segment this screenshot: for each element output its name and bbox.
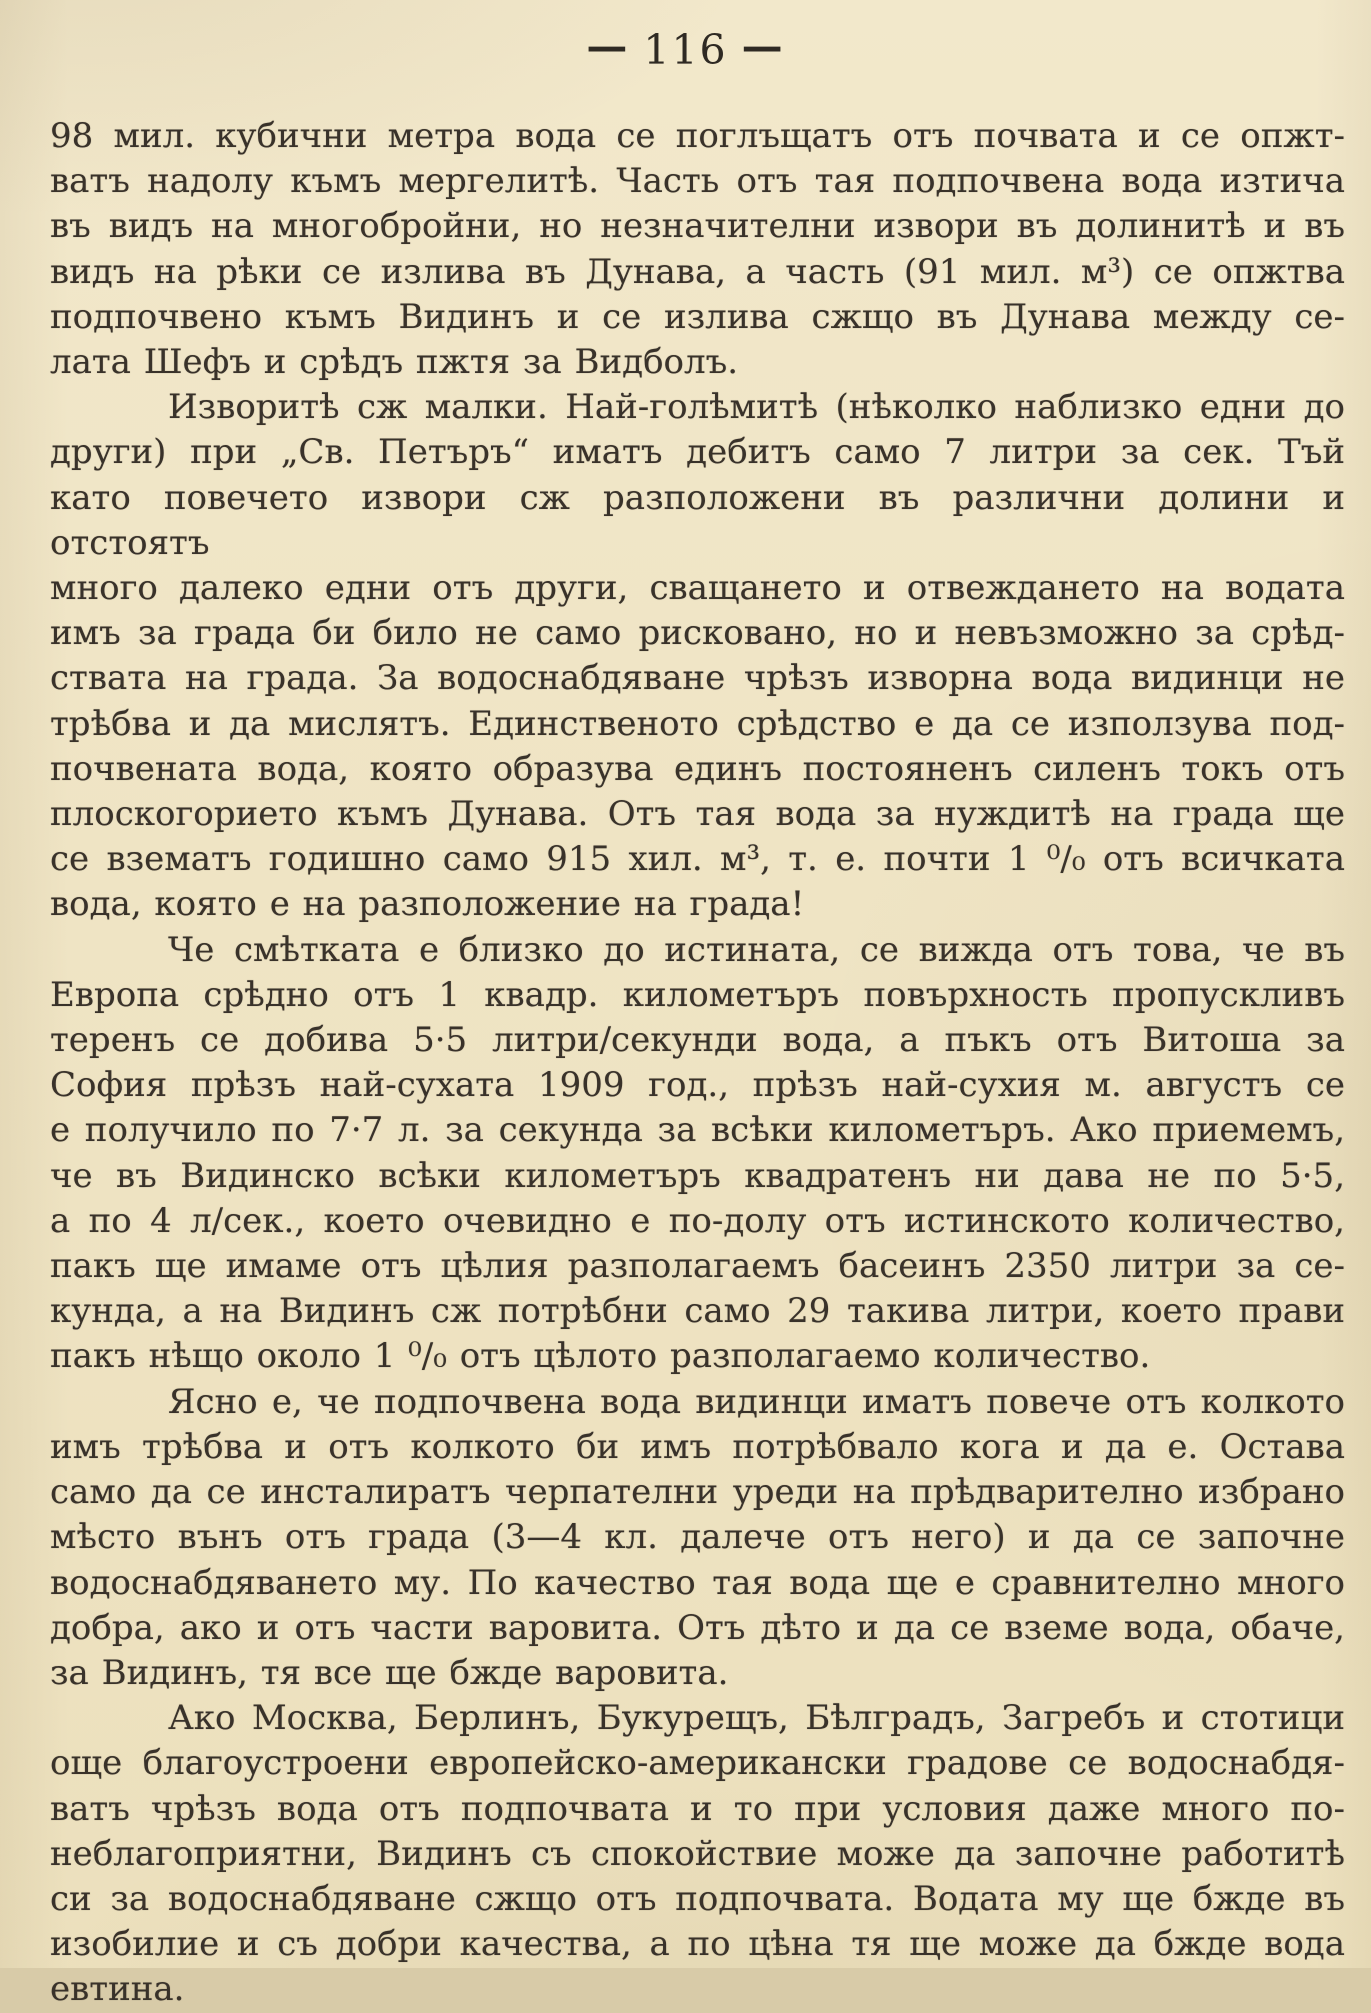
- header-dash-left: —: [586, 22, 630, 70]
- text-line: вода, която е на разположение на града!: [50, 884, 805, 925]
- text-line: плоскогорието къмъ Дунава. Отъ тая вода за нуждитѣ на града ще: [50, 794, 1345, 835]
- text-line: евтина.: [50, 1969, 185, 2010]
- text-line: подпочвено къмъ Видинъ и се излива сжщо въ Дунава между се-: [50, 296, 1345, 337]
- text-line: още благоустроени европейско-американски градове се водоснабдя-: [50, 1743, 1345, 1784]
- text-line: че въ Видинско всѣки километъръ квадратенъ ни дава не по 5·5,: [50, 1155, 1345, 1196]
- page-number: 116: [643, 26, 728, 74]
- text-line: ствата на града. За водоснабдяване чрѣзъ изворна вода видинци не: [50, 658, 1345, 699]
- text-line: Ако Москва, Берлинъ, Букурещъ, Бѣлградъ, Загребъ и стотици: [168, 1698, 1345, 1739]
- text-line: пакъ нѣщо около 1 ⁰/₀ отъ цѣлото разполагаемо количество.: [50, 1336, 1151, 1377]
- text-line: водоснабдяването му. По качество тая вода ще е сравнително много: [50, 1562, 1345, 1603]
- text-line: мѣсто вънъ отъ града (3—4 кл. далече отъ него) и да се започне: [50, 1517, 1345, 1558]
- text-line: Изворитѣ сж малки. Най-голѣмитѣ (нѣколко наблизко едни до: [168, 387, 1345, 428]
- text-line: въ видъ на многобройни, но незначителни извори въ долинитѣ и въ: [50, 206, 1345, 247]
- text-line: пакъ ще имаме отъ цѣлия разполагаемъ басеинъ 2350 литри за се-: [50, 1246, 1345, 1287]
- text-line: имъ трѣбва и отъ колкото би имъ потрѣбвало кога и да е. Остава: [50, 1426, 1345, 1467]
- text-line: изобилие и съ добри качества, а по цѣна тя ще може да бжде вода: [50, 1924, 1345, 1965]
- text-line: 98 мил. кубични метра вода се поглъщатъ отъ почвата и се опжт-: [50, 116, 1345, 156]
- text-line: а по 4 л/сек., което очевидно е по-долу отъ истинското количество,: [50, 1200, 1345, 1241]
- text-line: Европа срѣдно отъ 1 квадр. километъръ повърхность пропускливъ: [50, 974, 1345, 1015]
- text-line: ватъ чрѣзъ вода отъ подпочвата и то при условия даже много по-: [50, 1788, 1345, 1829]
- text-line: други) при „Св. Петъръ“ иматъ дебитъ само 7 литри за сек. Тъй: [50, 432, 1345, 473]
- text-line: Ясно е, че подпочвена вода видинци иматъ повече отъ колкото: [168, 1381, 1345, 1422]
- text-line: теренъ се добива 5·5 литри/секунди вода, а пъкъ отъ Витоша за: [50, 1020, 1345, 1061]
- page-header: [0, 0, 1371, 74]
- text-line: София прѣзъ най-сухата 1909 год., прѣзъ най-сухия м. августъ се: [50, 1065, 1345, 1106]
- text-line: много далеко едни отъ други, сващането и отвеждането на водата: [50, 568, 1345, 609]
- page-body: [0, 114, 1371, 2013]
- text-line: неблагоприятни, Видинъ съ спокойствие може да започне работитѣ: [50, 1833, 1345, 1874]
- text-line: е получило по 7·7 л. за секунда за всѣки километъръ. Ако приемемъ,: [50, 1110, 1345, 1151]
- text-line: добра, ако и отъ части варовита. Отъ дѣто и да се вземе вода, обаче,: [50, 1607, 1345, 1648]
- text-line: имъ за града би било не само рисковано, но и невъзможно за срѣд-: [50, 613, 1345, 654]
- text-line: Че смѣтката е близко до истината, се вижда отъ това, че въ: [168, 929, 1345, 970]
- text-line: кунда, а на Видинъ сж потрѣбни само 29 такива литри, което прави: [50, 1291, 1345, 1332]
- text-line: си за водоснабдяване сжщо отъ подпочвата. Водата му ще бжде въ: [50, 1878, 1345, 1919]
- text-line: видъ на рѣки се излива въ Дунава, а часть (91 мил. м³) се опжтва: [50, 251, 1345, 292]
- text-line: трѣбва и да мислятъ. Единственото срѣдство е да се използува под-: [50, 703, 1345, 744]
- text-line: само да се инсталиратъ черпателни уреди на прѣдварително избрано: [50, 1472, 1345, 1513]
- text-line: ватъ надолу къмъ мергелитѣ. Часть отъ тая подпочвена вода изтича: [50, 161, 1345, 202]
- text-line: за Видинъ, тя все ще бжде варовита.: [50, 1652, 729, 1693]
- text-line: лата Шефъ и срѣдъ пжтя за Видболъ.: [50, 342, 739, 383]
- text-line: почвената вода, която образува единъ постояненъ силенъ токъ отъ: [50, 748, 1345, 789]
- header-dash-right: —: [741, 22, 785, 70]
- text-line: се взематъ годишно само 915 хил. м³, т. е. почти 1 ⁰/₀ отъ всичката: [50, 839, 1345, 880]
- text-line: като повечето извори сж разположени въ различни долини и отстоятъ: [50, 477, 1345, 563]
